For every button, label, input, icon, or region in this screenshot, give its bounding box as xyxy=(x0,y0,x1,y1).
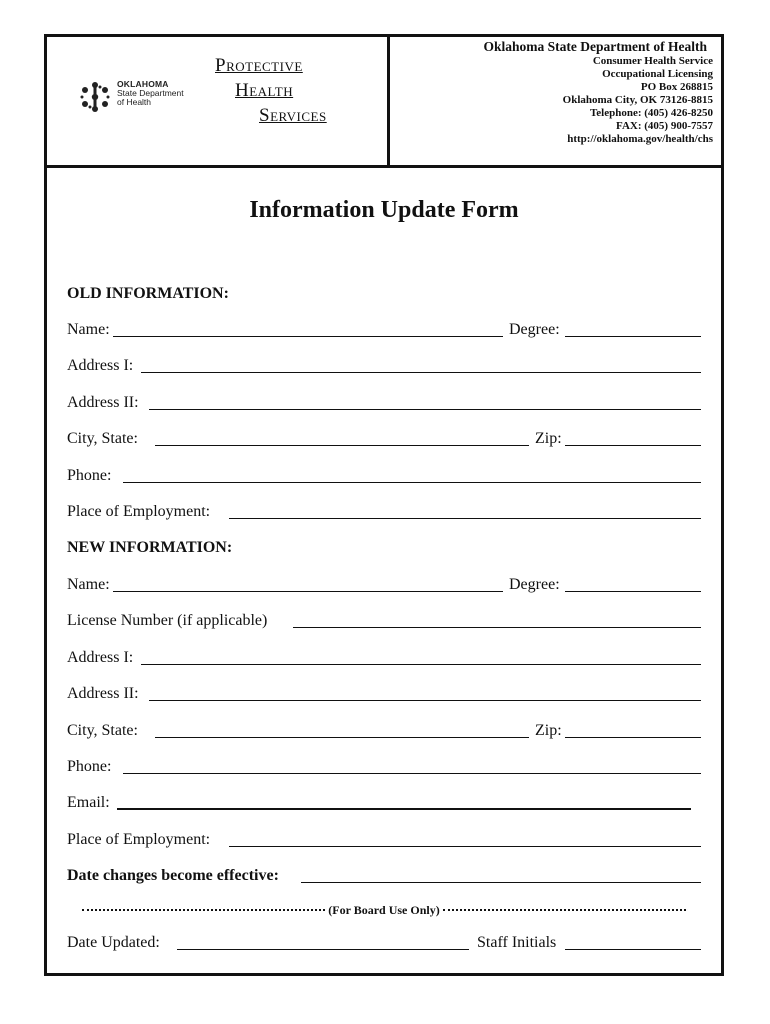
new-email-row xyxy=(67,792,701,812)
new-city-field[interactable] xyxy=(155,737,529,738)
program-line-2: Health xyxy=(235,80,294,101)
old-name-row xyxy=(67,319,701,339)
old-name-label: Name: xyxy=(67,321,110,338)
old-address2-label: Address II: xyxy=(67,394,139,411)
header xyxy=(47,37,721,168)
staff-initials-field[interactable] xyxy=(565,949,701,950)
new-degree-field[interactable] xyxy=(565,591,701,592)
old-phone-label: Phone: xyxy=(67,467,112,484)
effective-date-field[interactable] xyxy=(301,882,701,883)
new-name-label: Name: xyxy=(67,576,110,593)
new-city-label: City, State: xyxy=(67,722,138,739)
effective-date-label: Date changes become effective: xyxy=(67,867,279,884)
new-license-field[interactable] xyxy=(293,627,701,628)
org-line: Telephone: (405) 426-8250 xyxy=(589,107,713,119)
old-degree-label: Degree: xyxy=(509,321,560,338)
staff-initials-label: Staff Initials xyxy=(477,934,557,951)
new-employment-field[interactable] xyxy=(229,846,701,847)
header-right-cell xyxy=(390,37,721,165)
program-name xyxy=(215,53,327,128)
new-phone-row xyxy=(67,756,701,776)
dotted-rule xyxy=(82,909,325,911)
new-address2-row xyxy=(67,683,701,703)
old-address2-field[interactable] xyxy=(149,409,701,410)
old-zip-field[interactable] xyxy=(565,445,701,446)
new-info-heading: NEW INFORMATION: xyxy=(67,539,233,556)
org-line: Consumer Health Service xyxy=(592,55,713,67)
old-phone-row xyxy=(67,465,701,485)
date-updated-label: Date Updated: xyxy=(67,934,160,951)
new-address1-label: Address I: xyxy=(67,649,134,666)
logo-line-2: State Department xyxy=(117,88,184,98)
new-address2-label: Address II: xyxy=(67,685,139,702)
logo-text xyxy=(117,80,184,107)
new-address1-field[interactable] xyxy=(141,664,701,665)
old-city-field[interactable] xyxy=(155,445,529,446)
new-phone-field[interactable] xyxy=(123,773,701,774)
new-employment-row xyxy=(67,829,701,849)
new-zip-label: Zip: xyxy=(535,722,562,739)
date-updated-field[interactable] xyxy=(177,949,469,950)
org-line: Oklahoma City, OK 73126-8815 xyxy=(562,94,713,106)
new-email-label: Email: xyxy=(67,794,110,811)
form-title: Information Update Form xyxy=(249,197,519,223)
new-email-field[interactable] xyxy=(117,808,691,810)
new-zip-field[interactable] xyxy=(565,737,701,738)
old-city-row xyxy=(67,428,701,448)
old-phone-field[interactable] xyxy=(123,482,701,483)
new-license-row xyxy=(67,610,701,630)
board-use-label: (For Board Use Only) xyxy=(328,903,440,917)
new-city-row xyxy=(67,720,701,740)
new-address1-row xyxy=(67,647,701,667)
logo-line-3: of Health xyxy=(117,97,152,107)
new-address2-field[interactable] xyxy=(149,700,701,701)
old-name-field[interactable] xyxy=(113,336,503,337)
new-phone-label: Phone: xyxy=(67,758,112,775)
old-info-heading: OLD INFORMATION: xyxy=(67,285,229,302)
old-employment-row xyxy=(67,501,701,521)
old-degree-field[interactable] xyxy=(565,336,701,337)
new-employment-label: Place of Employment: xyxy=(67,831,211,848)
org-line: FAX: (405) 900-7557 xyxy=(616,120,713,132)
org-address-block xyxy=(484,39,713,146)
old-address2-row xyxy=(67,392,701,412)
old-city-label: City, State: xyxy=(67,430,138,447)
old-employment-field[interactable] xyxy=(229,518,701,519)
osdh-logo xyxy=(77,77,207,117)
logo-line-1: OKLAHOMA xyxy=(117,79,169,89)
program-line-3: Services xyxy=(259,105,327,126)
org-line: PO Box 268815 xyxy=(640,81,713,93)
old-address1-label: Address I: xyxy=(67,357,134,374)
new-name-field[interactable] xyxy=(113,591,503,592)
board-use-divider xyxy=(67,903,701,918)
org-line: Occupational Licensing xyxy=(602,68,713,80)
new-degree-label: Degree: xyxy=(509,576,560,593)
new-name-row xyxy=(67,574,701,594)
old-address1-row xyxy=(67,355,701,375)
form-frame xyxy=(44,34,724,976)
effective-date-row xyxy=(67,865,701,885)
new-license-label: License Number (if applicable) xyxy=(67,612,268,629)
program-line-1: Protective xyxy=(215,55,303,76)
ok-state-seal-icon xyxy=(77,79,113,115)
dotted-rule xyxy=(443,909,686,911)
org-title: Oklahoma State Department of Health xyxy=(483,39,707,54)
date-updated-row xyxy=(67,932,701,952)
header-left-cell xyxy=(47,37,390,165)
old-address1-field[interactable] xyxy=(141,372,701,373)
old-zip-label: Zip: xyxy=(535,430,562,447)
old-employment-label: Place of Employment: xyxy=(67,503,211,520)
org-line: http://oklahoma.gov/health/chs xyxy=(567,133,713,145)
